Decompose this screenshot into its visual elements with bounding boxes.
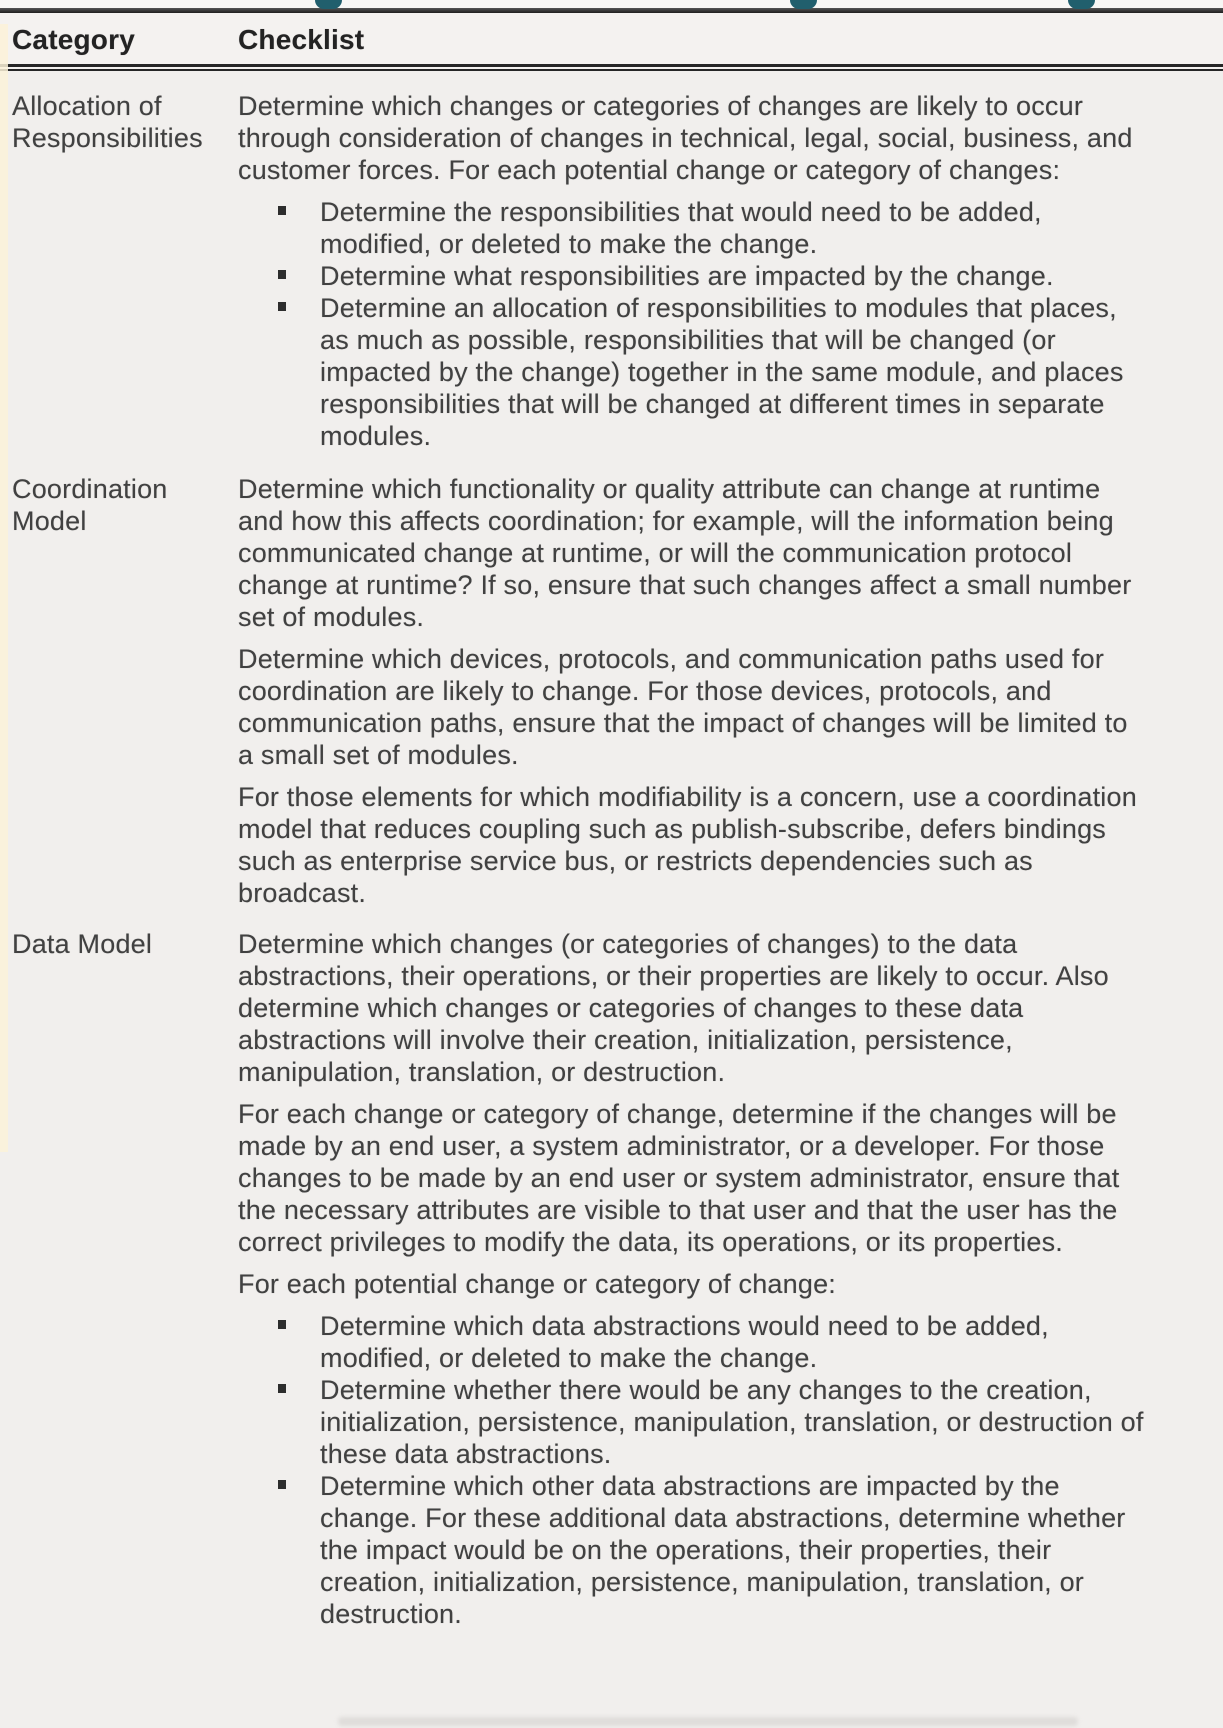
table-rows <box>0 90 1223 1632</box>
top-horizontal-rule <box>0 8 1223 13</box>
bullet-item-text: Determine which other data abstractions are impacted by the change. For these additional data abstractions, determine whether the impact would be on the operations, their properties, their creation, initialization, persistence, manipulation, translation, or destruction. <box>320 1471 1126 1629</box>
category-cell: Coordination Model <box>12 474 168 536</box>
bullet-item-text: Determine an allocation of responsibilities to modules that places, as much as possible, responsibilities that will be changed (or impacted by the change) together in the same module, and places responsibilities that will be changed at different times in separate modules. <box>320 293 1124 451</box>
table-row <box>0 90 1223 454</box>
checklist-cell <box>238 473 1148 909</box>
bullet-item-text: Determine what responsibilities are impacted by the change. <box>320 261 1054 291</box>
cut-off-text-ghost <box>338 1717 1078 1726</box>
bullet-item-text: Determine whether there would be any changes to the creation, initialization, persistence, manipulation, translation, or destruction of these data abstractions. <box>320 1375 1144 1469</box>
bullet-square-icon <box>278 270 286 279</box>
checklist-paragraph: Determine which devices, protocols, and communication paths used for coordination are likely to change. For those devices, protocols, and communication paths, ensure that the impact of changes will be limited to a small set of modules. <box>238 644 1128 770</box>
table-row <box>0 928 1223 1632</box>
column-header-checklist: Checklist <box>238 24 365 55</box>
bullet-square-icon <box>278 1384 286 1393</box>
header-double-rule <box>0 64 1223 71</box>
checklist-paragraph: For those elements for which modifiability is a concern, use a coordination model that reduces coupling such as publish-subscribe, defers bindings such as enterprise service bus, or restricts dependencies such as broadcast. <box>238 782 1137 908</box>
checklist-cell <box>238 90 1148 454</box>
bullet-item <box>238 1470 1148 1630</box>
bullet-item <box>238 260 1148 292</box>
checklist-paragraph: Determine which changes (or categories of changes) to the data abstractions, their operations, or their properties are likely to occur. Also determine which changes or categories of changes to these data abstractions will involve their creation, initialization, persistence, manipulation, translation, or destruction. <box>238 929 1109 1087</box>
bullet-square-icon <box>278 1480 286 1489</box>
column-header-category: Category <box>12 24 135 55</box>
checklist-paragraph: For each change or category of change, determine if the changes will be made by an end user, a system administrator, or a developer. For those changes to be made by an end user or system administrator, ensure that the necessary attributes are visible to that user and that the user has the correct privileges to modify the data, its operations, or its properties. <box>238 1099 1120 1257</box>
bullet-item <box>238 1374 1148 1470</box>
bullet-square-icon <box>278 1320 286 1329</box>
table-header <box>0 13 1223 64</box>
bullet-square-icon <box>278 302 286 311</box>
bullet-item <box>238 196 1148 260</box>
bullet-item <box>238 292 1148 452</box>
bullet-item-text: Determine which data abstractions would need to be added, modified, or deleted to make the change. <box>320 1311 1049 1373</box>
checklist-paragraph: For each potential change or category of change: <box>238 1269 836 1299</box>
bullet-list <box>238 1310 1148 1630</box>
bullet-list <box>238 196 1148 452</box>
checklist-paragraph: Determine which functionality or quality attribute can change at runtime and how this affects coordination; for example, will the information being communicated change at runtime, or will the communication protocol change at runtime? If so, ensure that such changes affect a small number set of modules. <box>238 474 1132 632</box>
checklist-paragraph: Determine which changes or categories of changes are likely to occur through consideration of changes in technical, legal, social, business, and customer forces. For each potential change or category of changes: <box>238 91 1133 185</box>
category-cell: Data Model <box>12 929 153 959</box>
cropped-heading-strip <box>0 0 1223 13</box>
checklist-cell <box>238 928 1148 1632</box>
bullet-item-text: Determine the responsibilities that would need to be added, modified, or deleted to make the change. <box>320 197 1042 259</box>
bullet-item <box>238 1310 1148 1374</box>
bullet-square-icon <box>278 206 286 215</box>
category-cell: Allocation of Responsibilities <box>12 91 203 153</box>
table-row <box>0 473 1223 909</box>
